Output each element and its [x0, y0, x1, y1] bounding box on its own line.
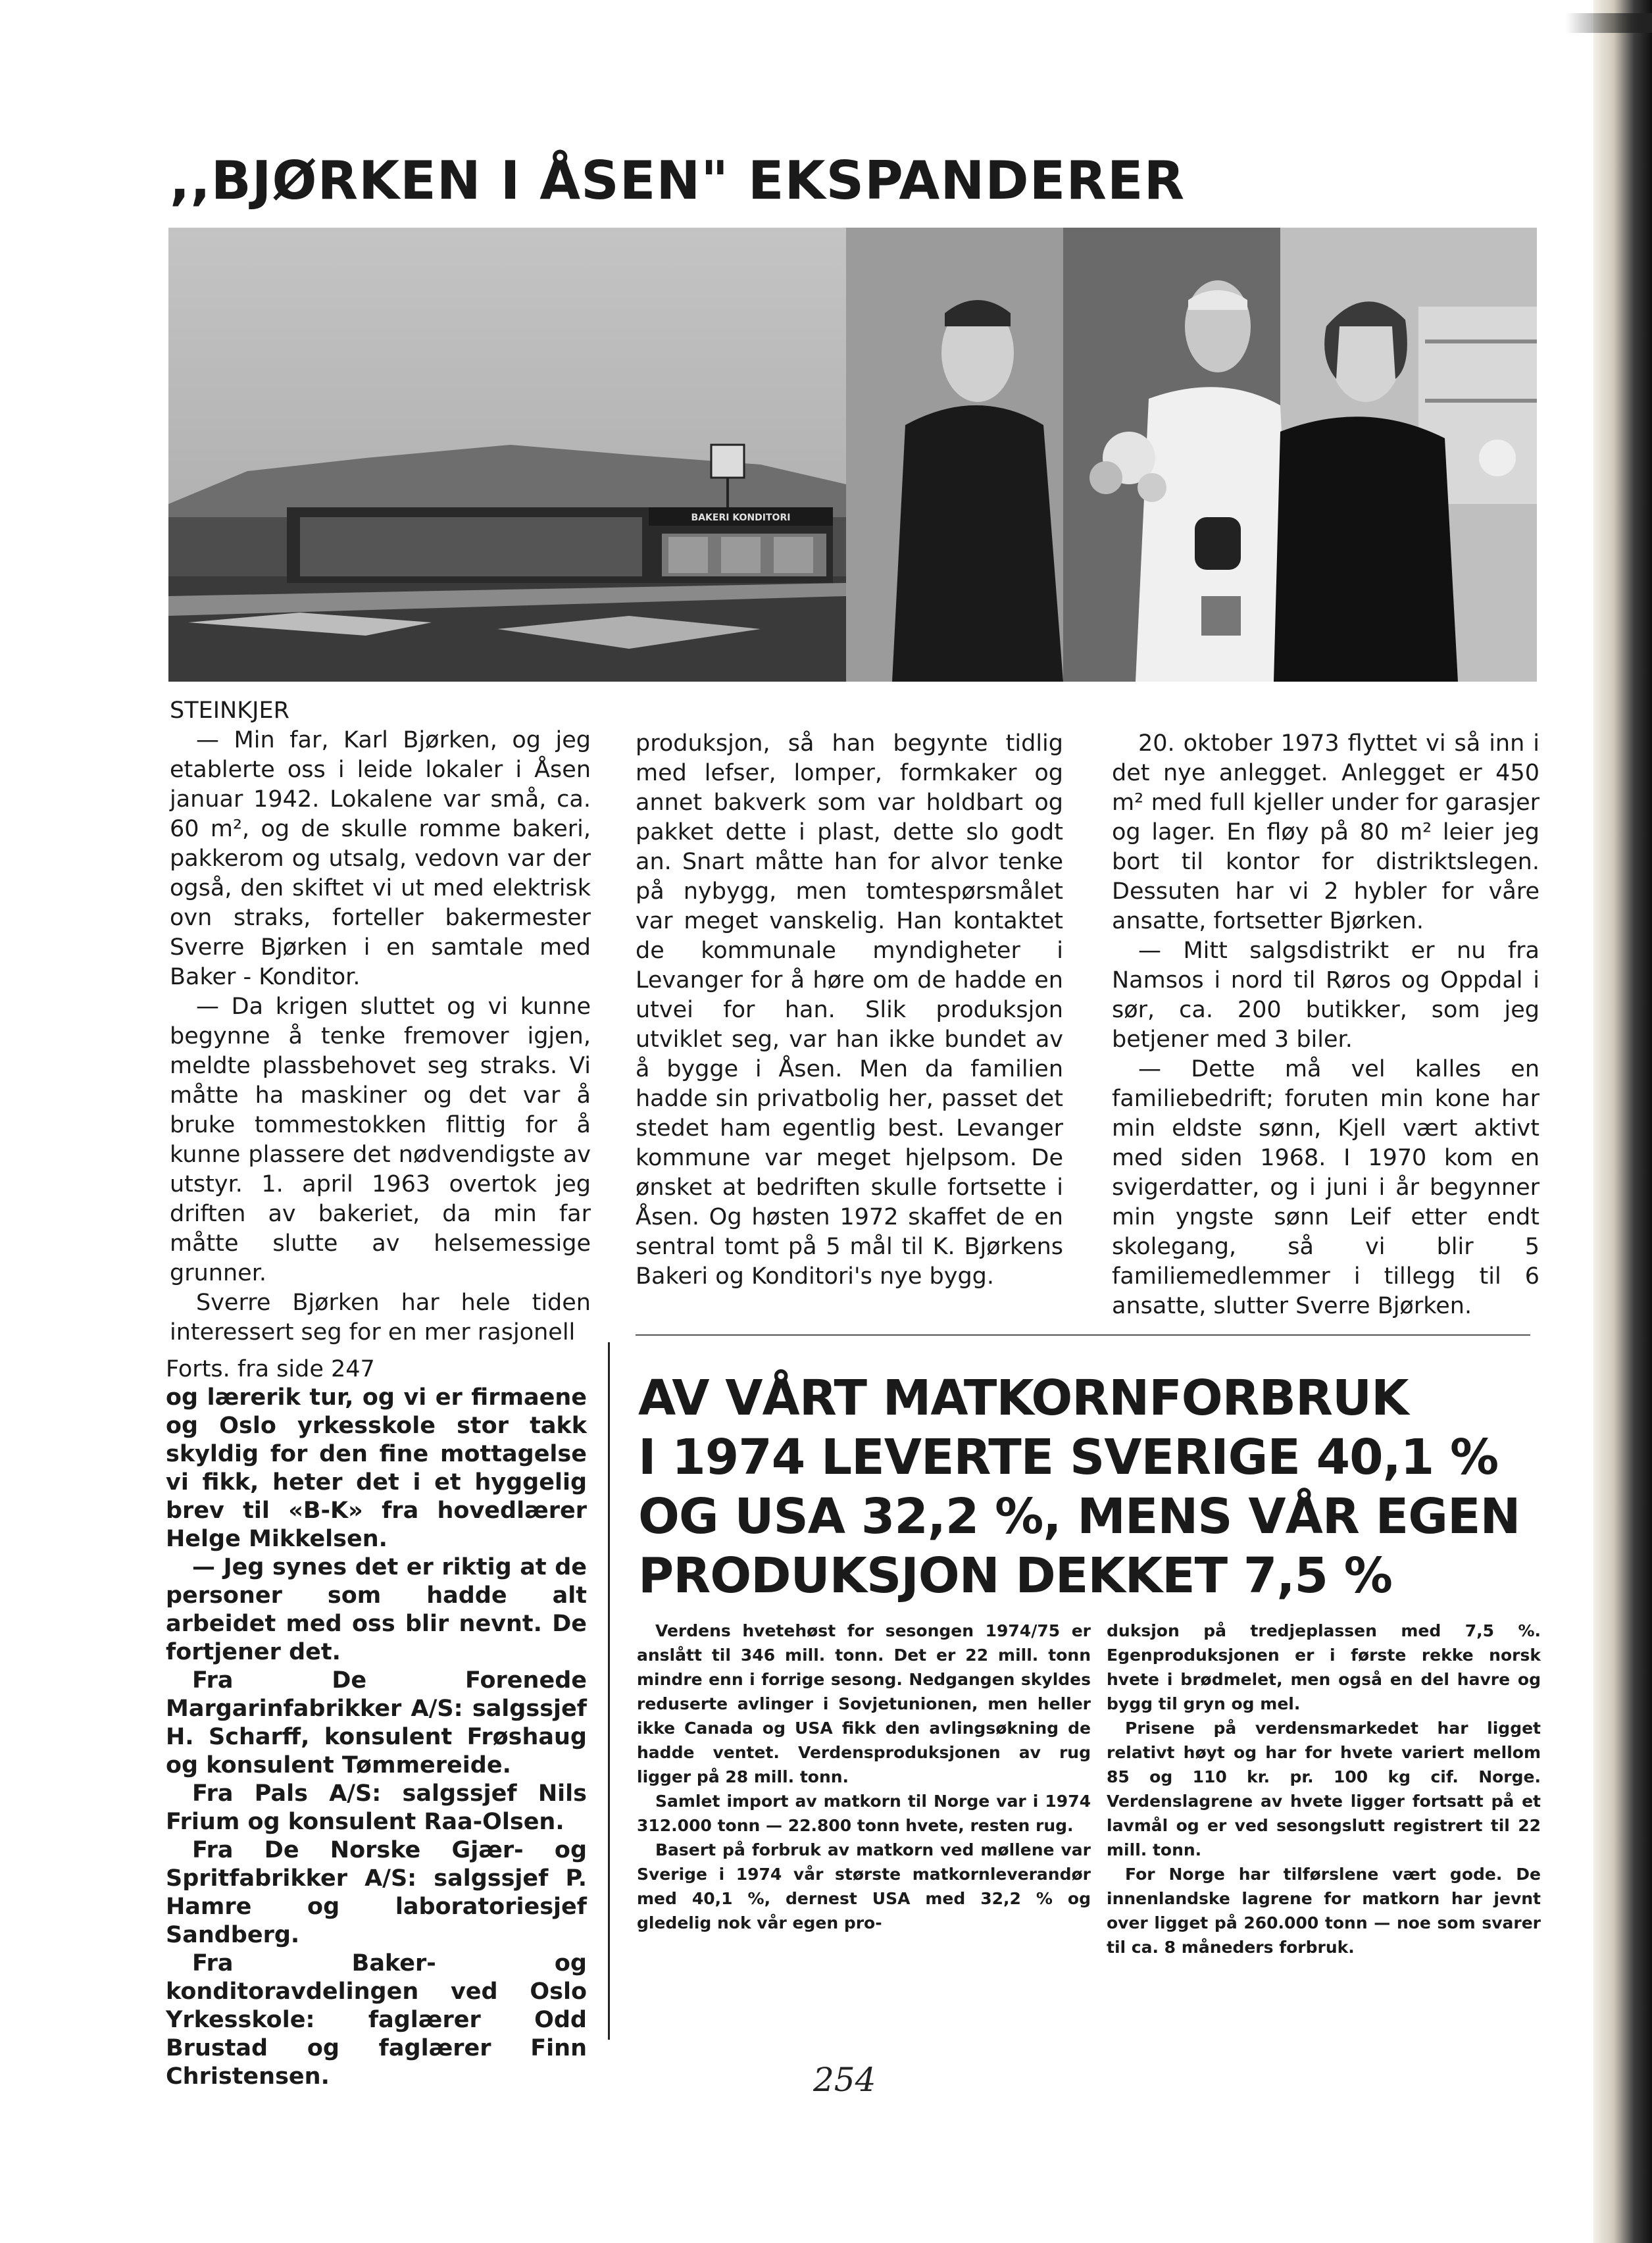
paragraph: Prisene på verdensmarkedet har ligget relativt høyt og har for hvete variert mellom 85 og 110 kr. pr. 100 kg cif. Norge. Verdenslagrene av hvete ligger fortsatt på et lavmål og er ved sesongslutt registrert til 22 mill. tonn.	[1107, 1719, 1541, 1859]
paragraph: Fra De Forenede Margarinfabrikker A/S: salgssjef H. Scharff, konsulent Frøshaug og konsulent Tømmereide.	[166, 1667, 587, 1778]
paragraph: — Min far, Karl Bjørken, og jeg etablerte oss i leide lokaler i Åsen januar 1942. Lokalene var små, ca. 60 m², og de skulle romme bakeri, pakkerom og utsalg, vedovn var der også, den skiftet vi ut med elektrisk ovn straks, forteller bakermester Sverre Bjørken i en samtale med Baker - Konditor.	[170, 727, 591, 990]
headline-line: PRODUKSJON DEKKET 7,5 %	[638, 1548, 1392, 1604]
headline-line: I 1974 LEVERTE SVERIGE 40,1 %	[638, 1429, 1499, 1486]
paragraph: Fra Baker- og konditoravdelingen ved Oslo Yrkesskole: faglærer Odd Brustad og faglærer Finn Christensen.	[166, 1950, 587, 2090]
bakery-building-photo	[168, 228, 846, 682]
article2-column-1	[637, 1619, 1091, 1935]
book-spine-shadow	[1593, 0, 1652, 2243]
page-corner-shadow	[1566, 13, 1652, 33]
paragraph: — Dette må vel kalles en familiebedrift; foruten min kone har min eldste sønn, Kjell vært aktivt med siden 1968. I 1970 kom en svigerdatter, og i juni i år begynner min yngste sønn Leif etter endt skolegang, så vi blir 5 familiemedlemmer i tillegg til 6 ansatte, slutter Sverre Bjørken.	[1112, 1056, 1539, 1319]
paragraph: — Da krigen sluttet og vi kunne begynne å tenke fremover igjen, meldte plassbehovet seg straks. Vi måtte ha maskiner og det var å bruke tommestokken flittig for å kunne plassere det nødvendigste av utstyr. 1. april 1963 overtok jeg driften av bakeriet, da min far måtte slutte av helsemessige grunner.	[170, 994, 591, 1286]
article1-column-2	[636, 729, 1063, 1292]
paragraph: produksjon, så han begynte tidlig med lefser, lomper, formkaker og annet bakverk som var holdbart og pakket dette i plast, dette slo godt an. Snart måtte han for alvor tenke på nybygg, men tomtespørsmålet var meget vanskelig. Han kontaktet de kommunale myndigheter i Levanger for å høre om de hadde en utvei for han. Slik produksjon utviklet seg, var han ikke bundet av å bygge i Åsen. Men da familien hadde sin privatbolig her, passet det stedet ham egentlig best. Levanger kommune var meget hjelpsom. De ønsket at bedriften skulle fortsette i Åsen. Og høsten 1972 skaffet de en sentral tomt på 5 mål til K. Bjørkens Bakeri og Konditori's nye bygg.	[636, 730, 1063, 1290]
paragraph: Samlet import av matkorn til Norge var i 1974 312.000 tonn — 22.800 tonn hvete, resten rug.	[637, 1792, 1091, 1835]
page-number: 254	[813, 2061, 876, 2099]
paragraph: duksjon på tredjeplassen med 7,5 %. Egenproduksjonen er i første rekke norsk hvete i brødmelet, men også en del havre og bygg til gryn og mel.	[1107, 1621, 1541, 1713]
section-divider	[636, 1334, 1530, 1336]
column-divider	[608, 1342, 610, 2040]
bakery-sign-text: BAKERI KONDITORI	[691, 513, 791, 523]
paragraph: Basert på forbruk av matkorn ved møllene var Sverige i 1974 vår største matkornleverandør med 40,1 %, dernest USA med 32,2 % og gledelig nok vår egen pro-	[637, 1840, 1091, 1932]
headline-line: AV VÅRT MATKORNFORBRUK	[638, 1370, 1409, 1426]
paragraph: Sverre Bjørken har hele tiden interessert seg for en mer rasjonell	[170, 1290, 591, 1346]
bakery-staff-photo	[846, 228, 1537, 682]
article2-column-2	[1107, 1619, 1541, 1959]
paragraph: 20. oktober 1973 flyttet vi så inn i det nye anlegget. Anlegget er 450 m² med full kjeller under for garasjer og lager. En fløy på 80 m² leier jeg bort til kontor for distriktslegen. Dessuten har vi 2 hybler for våre ansatte, fortsetter Bjørken.	[1112, 730, 1539, 934]
paragraph: Verdens hvetehøst for sesongen 1974/75 er anslått til 346 mill. tonn. Det er 22 mill. tonn mindre enn i forrige sesong. Nedgangen skyldes reduserte avlinger i Sovjetunionen, men heller ikke Canada og USA fikk den avlingsøkning de hadde ventet. Verdensproduksjonen av rug ligger på 28 mill. tonn.	[637, 1621, 1091, 1786]
article2-headline	[638, 1369, 1546, 1605]
article1-column-1	[170, 696, 591, 1348]
paragraph: og lærerik tur, og vi er firmaene og Oslo yrkesskole stor takk skyldig for den fine mottagelse vi fikk, heter det i et hyggelig brev til «B-K» fra hovedlærer Helge Mikkelsen.	[166, 1384, 587, 1552]
paragraph: Fra Pals A/S: salgssjef Nils Frium og konsulent Raa-Olsen.	[166, 1780, 587, 1835]
dateline: STEINKJER	[170, 697, 289, 724]
paragraph: — Mitt salgsdistrikt er nu fra Namsos i nord til Røros og Oppdal i sør, ca. 200 butikker, som jeg betjener med 3 biler.	[1112, 938, 1539, 1053]
article-title: ,,BJØRKEN I ÅSEN" EKSPANDERER	[170, 150, 1186, 211]
continued-article	[166, 1355, 587, 2091]
paragraph: Fra De Norske Gjær- og Spritfabrikker A/S: salgssjef P. Hamre og laboratoriesjef Sandberg.	[166, 1837, 587, 1948]
continued-from-note: Forts. fra side 247	[166, 1356, 375, 1382]
article1-column-3	[1112, 729, 1539, 1321]
paragraph: — Jeg synes det er riktig at de personer som hadde alt arbeidet med oss blir nevnt. De fortjener det.	[166, 1554, 587, 1665]
headline-line: OG USA 32,2 %, MENS VÅR EGEN	[638, 1488, 1520, 1545]
paragraph: For Norge har tilførslene vært gode. De innenlandske lagrene for matkorn har jevnt over ligget på 260.000 tonn — noe som svarer til ca. 8 måneders forbruk.	[1107, 1865, 1541, 1957]
